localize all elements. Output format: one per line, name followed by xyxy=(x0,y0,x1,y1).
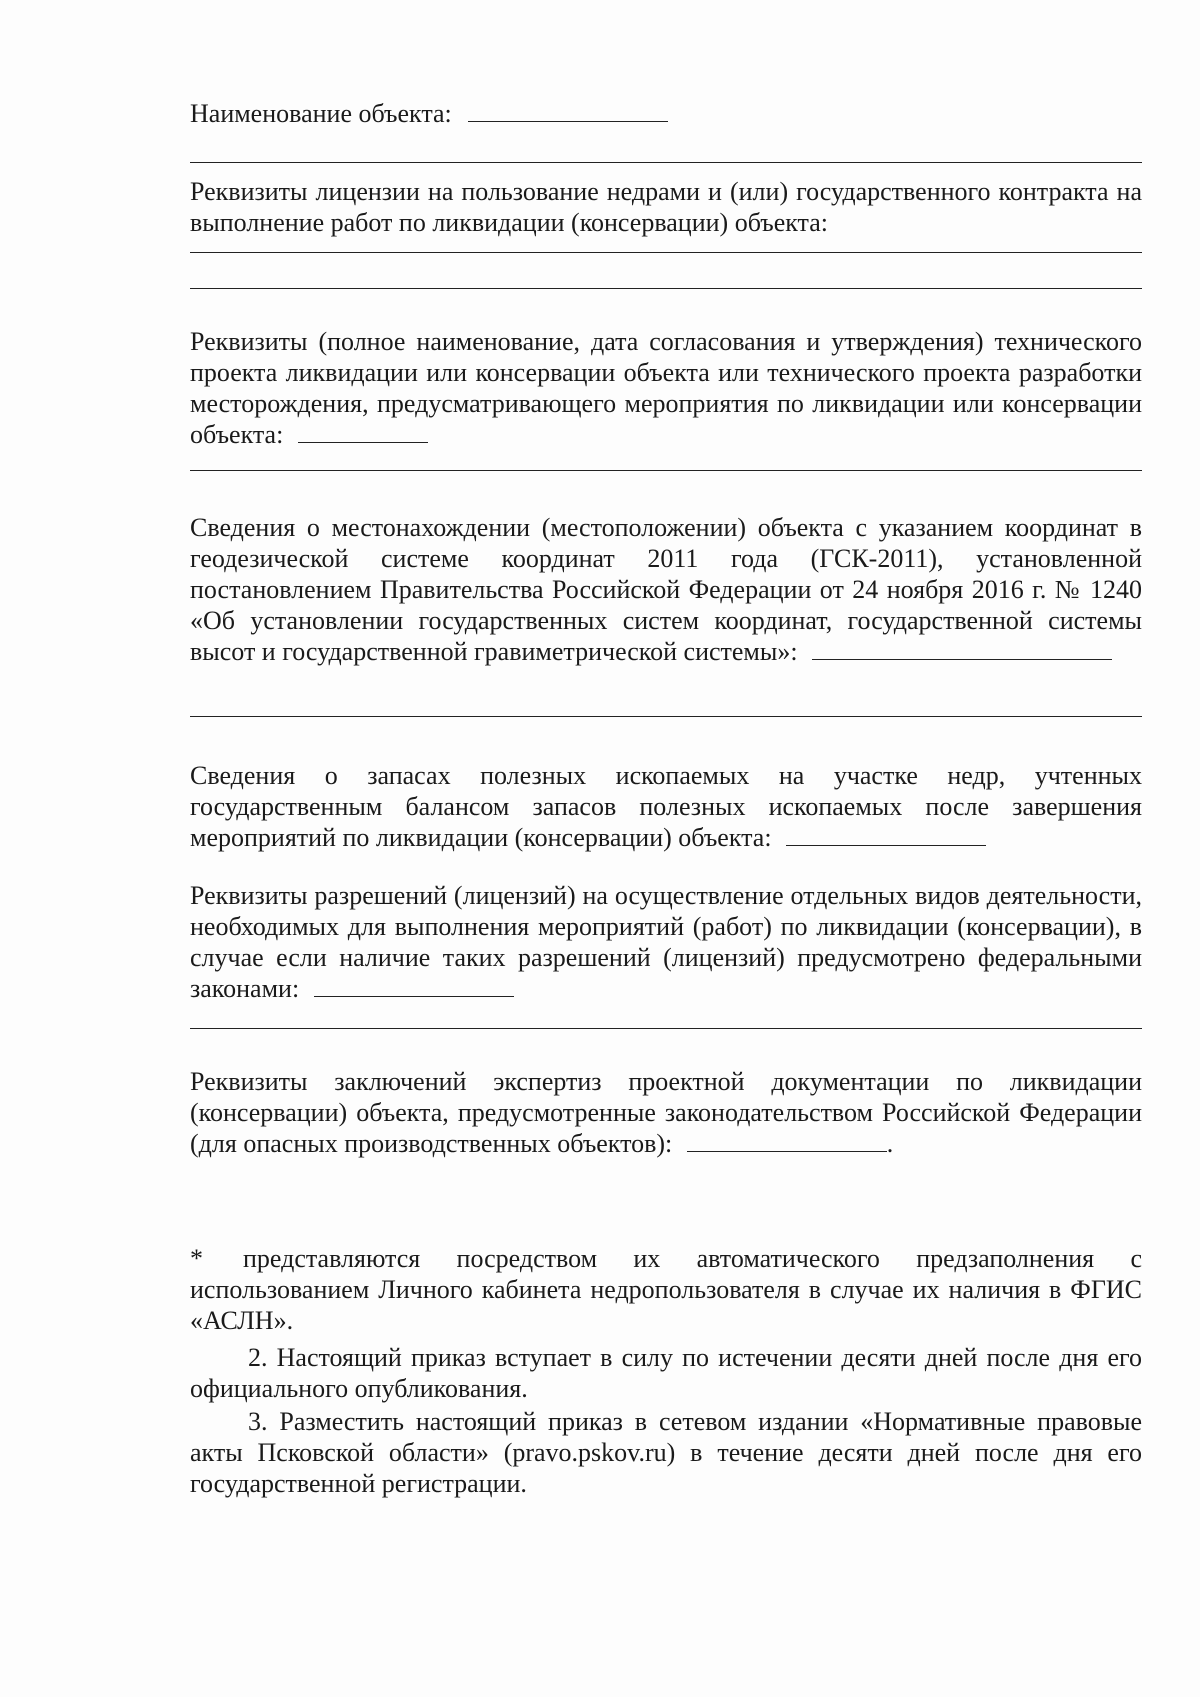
technical-project-block xyxy=(190,326,1142,450)
technical-project-text: Реквизиты (полное наименование, дата согласования и утверждения) технического проекта ликвидации или консервации объекта или технического проекта разработки месторождения, предусматривающего мероприятия по ликвидации или консервации объекта: xyxy=(190,327,1142,449)
location-line xyxy=(190,716,1142,717)
permits-block xyxy=(190,880,1142,1004)
paragraph-2 xyxy=(190,1342,1142,1404)
reserves-field[interactable] xyxy=(786,823,986,846)
expertise-end: . xyxy=(886,1129,894,1158)
license-block xyxy=(190,176,1142,238)
reserves-block xyxy=(190,760,1142,853)
footnote-text: представляются посредством их автоматического предзаполнения с использованием Личного кабинета недропользователя в случае их наличия в ФГИС «АСЛН». xyxy=(190,1244,1142,1335)
license-line-2 xyxy=(190,288,1142,289)
paragraph-text: 2. Настоящий приказ вступает в силу по истечении десяти дней после дня его официального опубликования. xyxy=(190,1343,1142,1403)
technical-project-line xyxy=(190,470,1142,471)
object-name-label: Наименование объекта: xyxy=(190,99,452,128)
expertise-field[interactable] xyxy=(687,1129,887,1152)
footnote-mark: * xyxy=(190,1244,203,1273)
object-name-block xyxy=(190,98,1142,129)
paragraph-3 xyxy=(190,1406,1142,1499)
permits-field[interactable] xyxy=(314,974,514,997)
location-field[interactable] xyxy=(812,637,1112,660)
blank-line[interactable] xyxy=(190,252,1142,253)
reserves-text: Сведения о запасах полезных ископаемых на участке недр, учтенных государственным балансом запасов полезных ископаемых после завершения мероприятий по ликвидации (консервации) объекта: xyxy=(190,761,1142,852)
expertise-block xyxy=(190,1066,1142,1159)
blank-line[interactable] xyxy=(190,470,1142,471)
expertise-text: Реквизиты заключений экспертиз проектной документации по ликвидации (консервации) объекта, предусмотренные законодательством Российской Федерации (для опасных производственных объектов): xyxy=(190,1067,1142,1158)
location-block xyxy=(190,512,1142,667)
object-name-field[interactable] xyxy=(468,99,668,122)
blank-line[interactable] xyxy=(190,162,1142,163)
permits-line xyxy=(190,1028,1142,1029)
license-text: Реквизиты лицензии на пользование недрами и (или) государственного контракта на выполнение работ по ликвидации (консервации) объекта: xyxy=(190,177,1142,237)
paragraph-text: 3. Разместить настоящий приказ в сетевом издании «Нормативные правовые акты Псковской области» (pravo.pskov.ru) в течение десяти дней после дня его государственной регистрации. xyxy=(190,1407,1142,1498)
blank-line[interactable] xyxy=(190,716,1142,717)
object-name-line xyxy=(190,162,1142,163)
location-text: Сведения о местонахождении (местоположении) объекта с указанием координат в геодезической системе координат 2011 года (ГСК-2011), установленной постановлением Правительства Российской Федерации от 24 ноября 2016 г. № 1240 «Об установлении государственных систем координат, государственной системы высот и государственной гравиметрической системы»: xyxy=(190,513,1142,666)
blank-line[interactable] xyxy=(190,1028,1142,1029)
blank-line[interactable] xyxy=(190,288,1142,289)
license-line-1 xyxy=(190,252,1142,253)
footnote-block xyxy=(190,1243,1142,1336)
technical-project-field[interactable] xyxy=(298,420,428,443)
permits-text: Реквизиты разрешений (лицензий) на осуществление отдельных видов деятельности, необходимых для выполнения мероприятий (работ) по ликвидации (консервации), в случае если наличие таких разрешений (лицензий) предусмотрено федеральными законами: xyxy=(190,881,1142,1003)
